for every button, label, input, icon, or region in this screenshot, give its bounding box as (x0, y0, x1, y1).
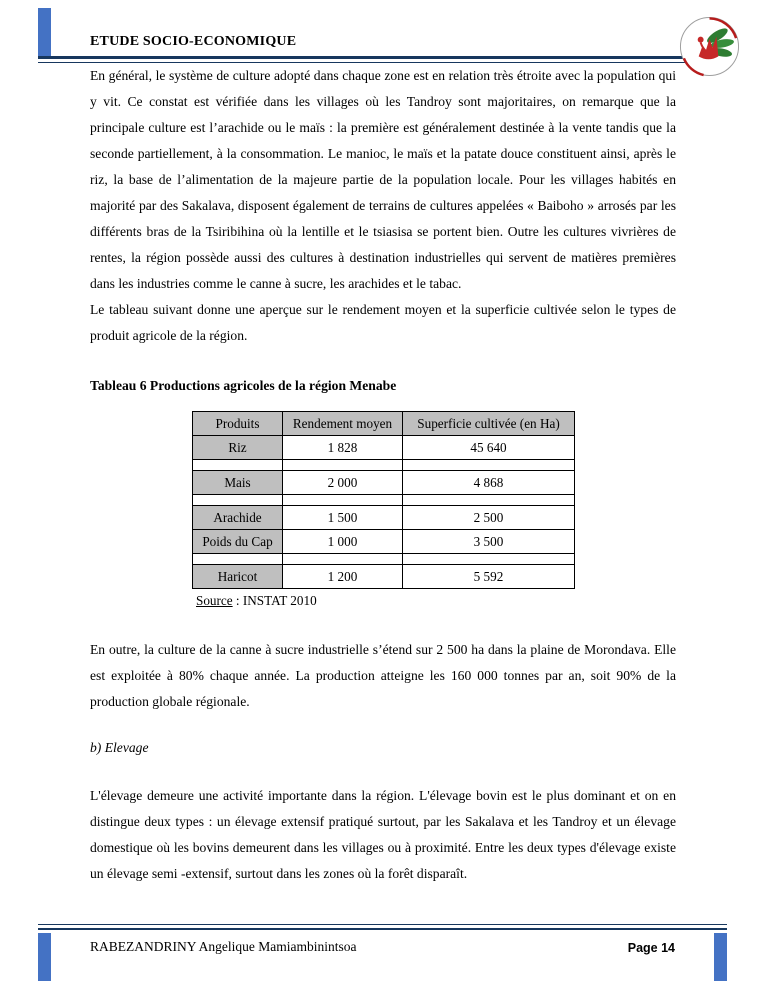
footer-accent-bar-left (38, 933, 51, 981)
paragraph-table-intro: Le tableau suivant donne une aperçue sur le rendement moyen et la superficie cultivée selon le types de produit agricole de la région. (90, 302, 676, 343)
cell-produit: Arachide (193, 506, 283, 530)
productions-agricoles-table (192, 411, 575, 589)
footer-rule-thick (38, 928, 727, 930)
footer-rule-thin (38, 924, 727, 925)
cell-produit: Poids du Cap (193, 530, 283, 554)
column-header-rendement: Rendement moyen (283, 412, 403, 436)
cell-superficie: 2 500 (403, 506, 575, 530)
cell-produit: Haricot (193, 565, 283, 589)
section-heading-elevage: b) Elevage (90, 740, 149, 755)
cell-rendement: 1 000 (283, 530, 403, 554)
paragraph-canne-a-sucre: En outre, la culture de la canne à sucre industrielle s’étend sur 2 500 ha dans la plaine de Morondava. Elle est exploitée à 80% chaque année. La production atteigne les 160 000 tonnes par an, soit 90% de la production globale régionale. (90, 642, 676, 709)
footer-author-name: RABEZANDRINY Angelique Mamiambinintsoa (90, 939, 357, 954)
document-body (90, 63, 676, 887)
table-spacer-row (193, 554, 575, 565)
paragraph-elevage: L'élevage demeure une activité importante dans la région. L'élevage bovin est le plus dominant et on en distingue deux types : un élevage extensif pratiqué surtout, par les Sakalava et les Tandroy et un élevage domestique où les bovins demeurent dans les villages ou à proximité. Entre les deux types d'élevage existe un élevage semi -extensif, surtout dans les zones où la forêt disparaît. (90, 788, 676, 881)
table-caption: Tableau 6 Productions agricoles de la région Menabe (90, 378, 397, 393)
cell-produit: Riz (193, 436, 283, 460)
header-accent-bar (38, 8, 51, 56)
organization-logo-icon (678, 15, 741, 78)
paragraph-culture-overview: En général, le système de culture adopté dans chaque zone est en relation très étroite avec la population qui y vit. Ce constat est vérifiée dans les villages où les Tandroy sont majoritaires, on remarque que la principale culture est l’arachide ou le maïs : la première est généralement destinée à la vente tandis que la seconde partiellement, à la consommation. Le manioc, le maïs et la patate douce constituent ainsi, après le riz, la base de l’alimentation de la majeure partie de la population locale. Pour les villages habités en majorité par des Sakalava, disposent également de terrains de cultures appelées « Baiboho » arrosés par les différents bras de la Tsiribihina où la lentille et le tsiasisa se portent bien. Outre les cultures vivrières de rentes, la région possède aussi des cultures à destination industrielles qui servent de matières premières dans les industries comme le canne à sucre, les arachides et le tabac. (90, 68, 676, 291)
footer-page-number: Page 14 (627, 941, 675, 955)
source-value: : INSTAT 2010 (232, 593, 317, 608)
table-spacer-row (193, 460, 575, 471)
table-source-note (196, 591, 676, 611)
source-label: Source (196, 593, 233, 608)
table-header-row (193, 412, 575, 436)
table-row (193, 506, 575, 530)
table-row (193, 436, 575, 460)
document-header-title: ETUDE SOCIO-ECONOMIQUE (90, 34, 297, 49)
cell-superficie: 45 640 (403, 436, 575, 460)
cell-rendement: 1 500 (283, 506, 403, 530)
column-header-produits: Produits (193, 412, 283, 436)
column-header-superficie: Superficie cultivée (en Ha) (403, 412, 575, 436)
table-row (193, 565, 575, 589)
cell-superficie: 5 592 (403, 565, 575, 589)
cell-rendement: 1 828 (283, 436, 403, 460)
header-rule-thick (38, 56, 727, 59)
cell-superficie: 3 500 (403, 530, 575, 554)
table-row (193, 530, 575, 554)
cell-rendement: 1 200 (283, 565, 403, 589)
table-spacer-row (193, 495, 575, 506)
cell-rendement: 2 000 (283, 471, 403, 495)
table-row (193, 471, 575, 495)
cell-produit: Mais (193, 471, 283, 495)
footer-accent-bar-right (714, 933, 727, 981)
cell-superficie: 4 868 (403, 471, 575, 495)
